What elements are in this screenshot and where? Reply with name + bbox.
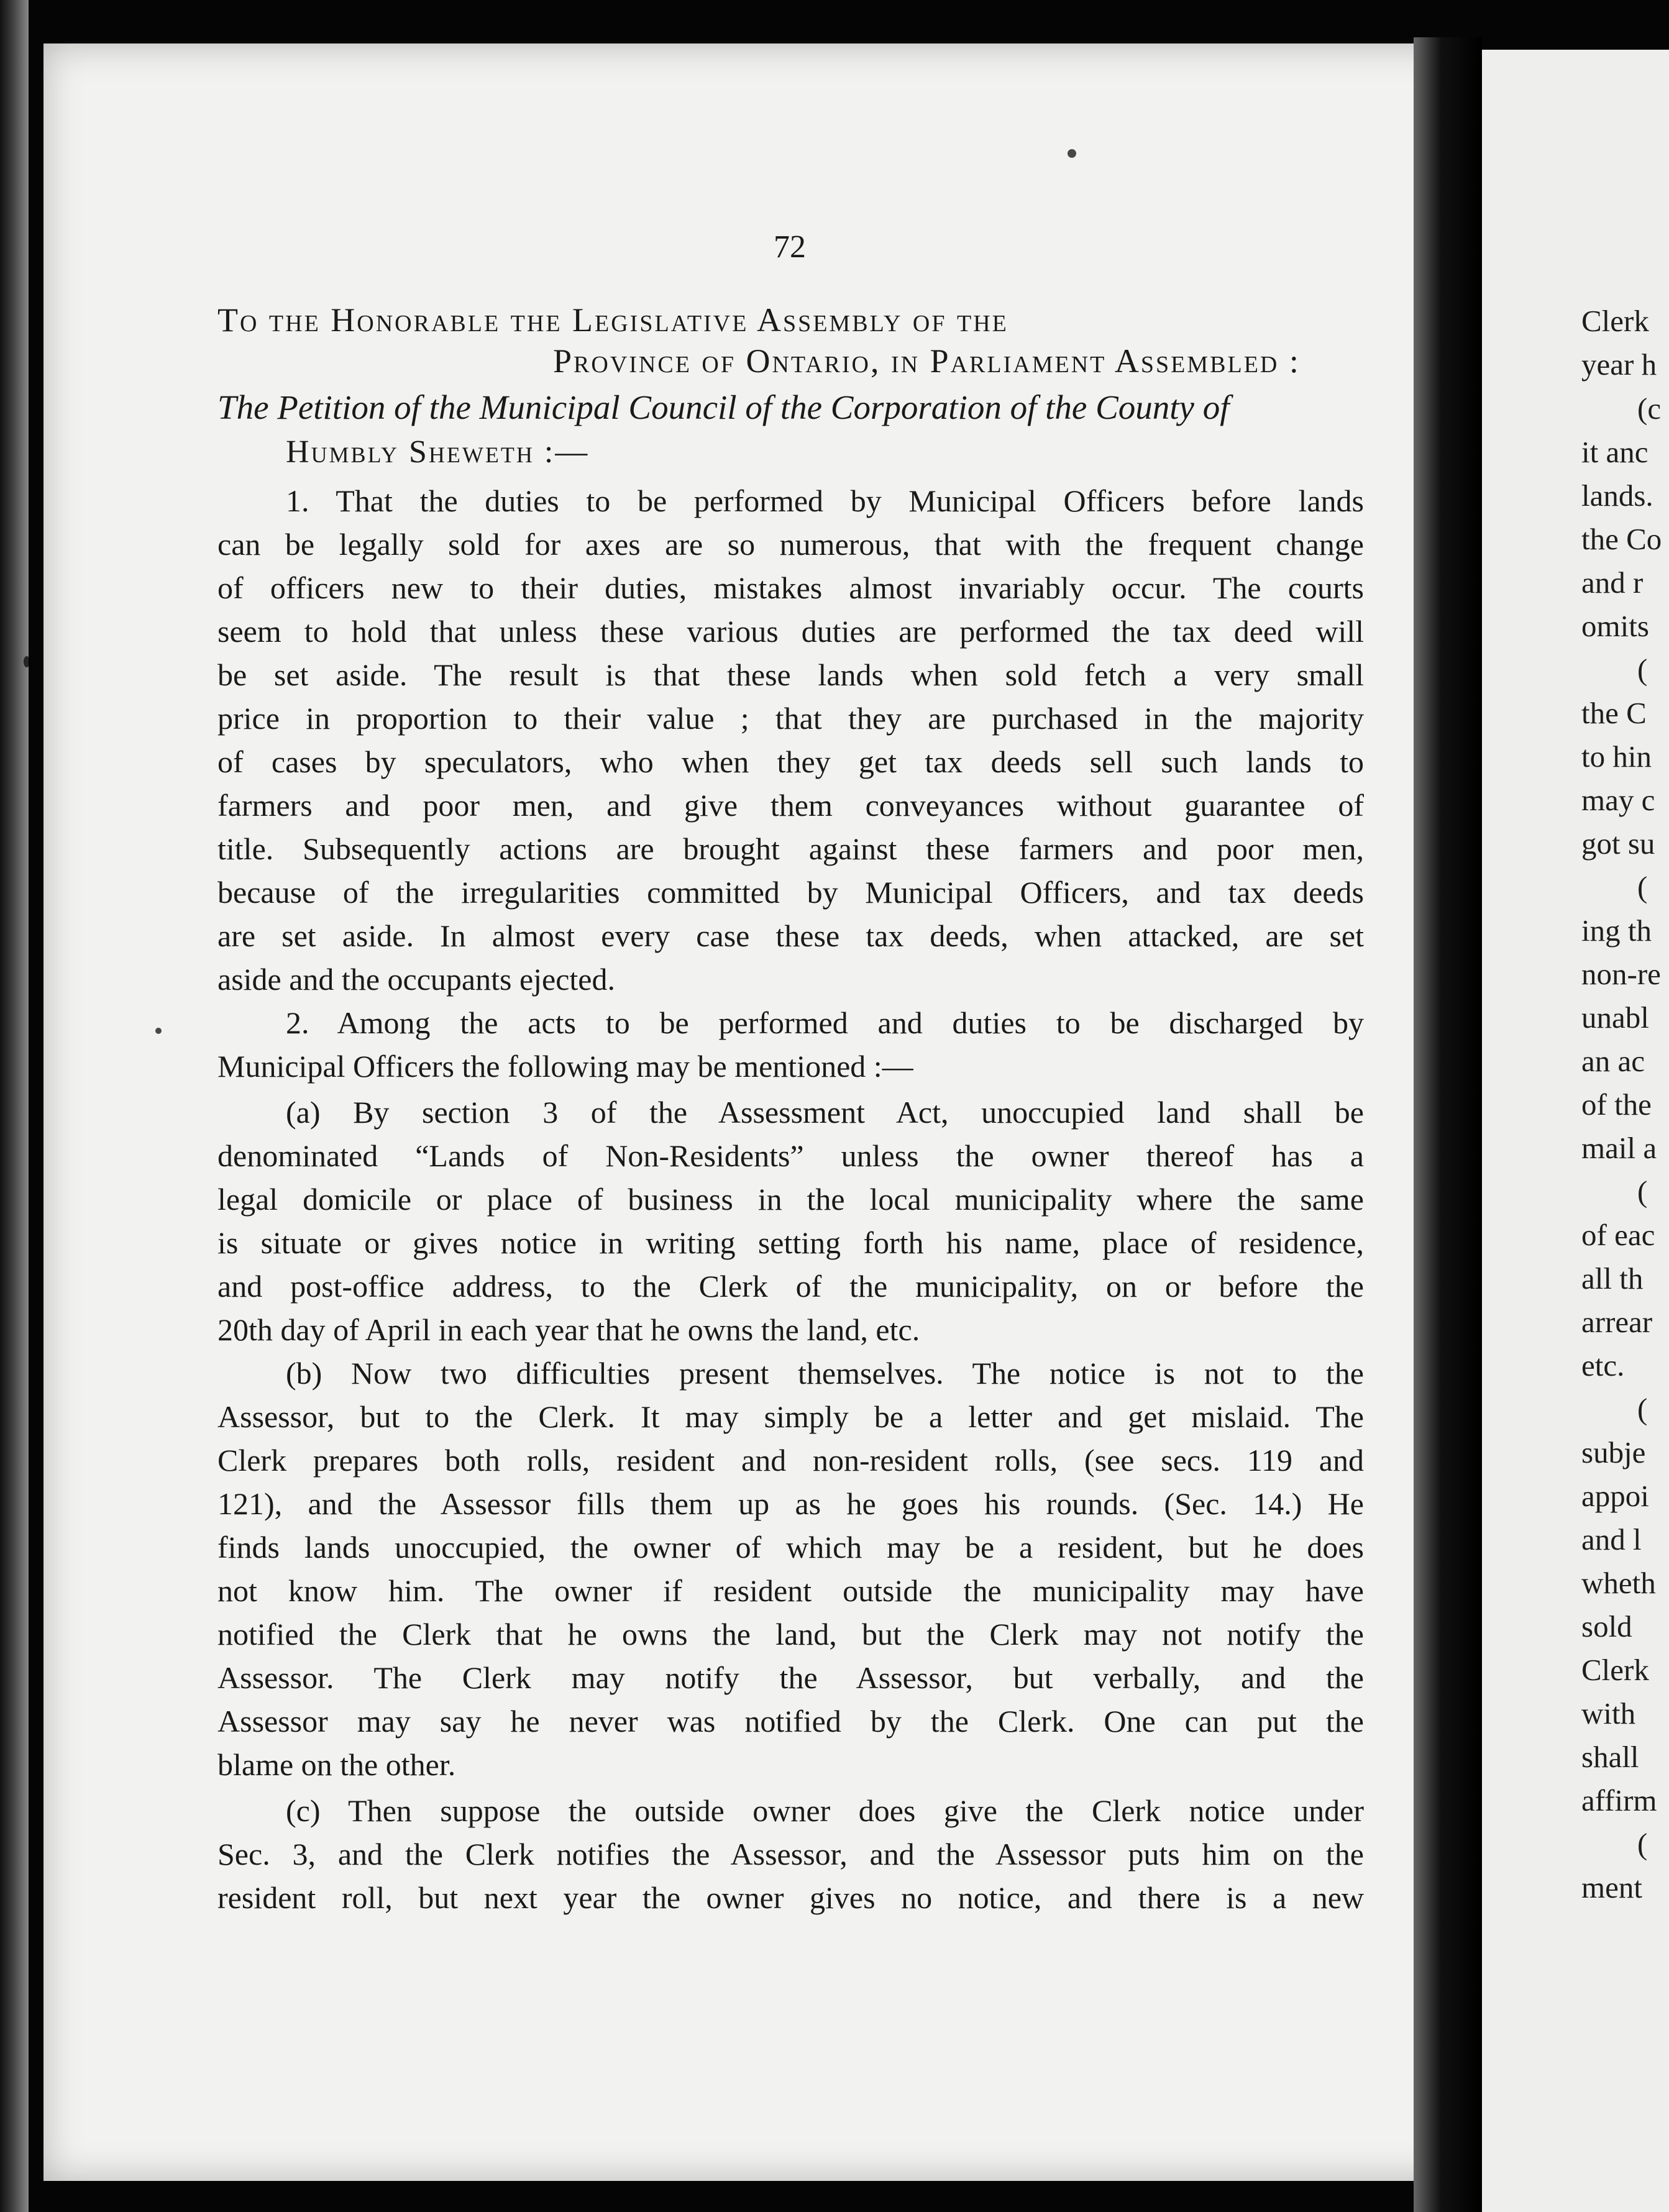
right-page-line: shall [1581,1740,1639,1774]
right-page-line: (c [1637,391,1662,426]
ink-speck [1068,149,1076,158]
body-line: because of the irregularities committed by Municipal Officers, and tax deeds [217,875,1364,910]
left-binding-edge [0,0,29,2212]
body-line: (c) Then suppose the outside owner does give the Clerk notice under [286,1793,1364,1828]
petition-title: The Petition of the Municipal Council of the Corporation of the County of [217,388,1230,426]
right-page-line: ( [1637,1827,1648,1861]
right-page-line: Clerk [1581,1653,1649,1687]
ink-speck [155,1028,162,1034]
right-page-line: with [1581,1696,1636,1730]
right-page-line: ( [1637,870,1648,904]
body-line: Clerk prepares both rolls, resident and non-resident rolls, (see secs. 119 and [217,1443,1364,1478]
right-page-line: of the [1581,1087,1652,1122]
body-line: of officers new to their duties, mistakes almost invariably occur. The courts [217,570,1364,605]
body-line: aside and the occupants ejected. [217,962,615,997]
right-page-line: appoi [1581,1479,1649,1513]
body-line: Assessor. The Clerk may notify the Assessor, but verbally, and the [217,1660,1364,1695]
body-line: resident roll, but next year the owner gives no notice, and there is a new [217,1880,1364,1915]
body-line: be set aside. The result is that these lands when sold fetch a very small [217,657,1364,692]
body-line: Sec. 3, and the Clerk notifies the Assessor, and the Assessor puts him on the [217,1837,1364,1872]
body-line: price in proportion to their value ; that they are purchased in the majority [217,701,1364,736]
right-page-line: Clerk [1581,304,1649,338]
body-line: 121), and the Assessor fills them up as he goes his rounds. (Sec. 14.) He [217,1486,1364,1521]
right-page-line: ing th [1581,913,1652,948]
right-page-line: and l [1581,1522,1642,1556]
body-line: farmers and poor men, and give them conveyances without guarantee of [217,788,1364,823]
right-page-line: an ac [1581,1044,1645,1078]
right-page-line: omits [1581,609,1649,643]
right-page-line: of eac [1581,1218,1655,1252]
right-page-fragment [1482,50,1669,2212]
body-line: of cases by speculators, who when they get tax deeds sell such lands to [217,744,1364,779]
right-page-line: to hin [1581,739,1652,774]
body-line: seem to hold that unless these various duties are performed the tax deed will [217,614,1364,649]
right-page-line: the C [1581,696,1647,730]
body-line: blame on the other. [217,1747,456,1782]
right-page-line: may c [1581,783,1655,817]
body-line: 20th day of April in each year that he owns the land, etc. [217,1312,920,1347]
petition-address-line-2: Province of Ontario, in Parliament Assembled : [553,342,1301,380]
right-page-line: mail a [1581,1131,1657,1165]
right-page-line: etc. [1581,1348,1625,1382]
body-line: are set aside. In almost every case these tax deeds, when attacked, are set [217,918,1364,953]
body-line: 1. That the duties to be performed by Municipal Officers before lands [286,483,1364,518]
right-page-line: ( [1637,652,1648,687]
right-page-line: it anc [1581,435,1648,469]
right-page-line: wheth [1581,1566,1656,1600]
right-page-line: got su [1581,826,1655,861]
humbly-sheweth: Humbly Sheweth :— [286,434,590,470]
book-gutter [1414,37,1482,2212]
right-page-line: year h [1581,347,1657,382]
right-page-line: ment [1581,1870,1642,1904]
body-line: finds lands unoccupied, the owner of which may be a resident, but he does [217,1530,1364,1565]
body-line: 2. Among the acts to be performed and duties to be discharged by [286,1005,1364,1040]
body-line: title. Subsequently actions are brought against these farmers and poor men, [217,831,1364,866]
body-line: Municipal Officers the following may be mentioned :— [217,1049,913,1084]
right-page-line: subje [1581,1435,1646,1469]
right-page-line: ( [1637,1174,1648,1209]
body-line: denominated “Lands of Non-Residents” unless the owner thereof has a [217,1138,1364,1173]
body-line: is situate or gives notice in writing setting forth his name, place of residence, [217,1225,1364,1260]
ink-speck [24,656,30,667]
body-line: (b) Now two difficulties present themselves. The notice is not to the [286,1356,1364,1391]
body-line: Assessor, but to the Clerk. It may simply be a letter and get mislaid. The [217,1399,1364,1434]
body-line: Assessor may say he never was notified by the Clerk. One can put the [217,1704,1364,1739]
petition-address-line-1: To the Honorable the Legislative Assembly of the [217,301,1008,339]
body-line: can be legally sold for axes are so numerous, that with the frequent change [217,527,1364,562]
right-page-line: all th [1581,1261,1644,1296]
right-page-line: sold [1581,1609,1632,1643]
right-page-line: unabl [1581,1000,1649,1035]
body-line: (a) By section 3 of the Assessment Act, unoccupied land shall be [286,1095,1364,1130]
right-page-line: and r [1581,565,1644,600]
right-page-line: the Co [1581,522,1662,556]
right-page-line: ( [1637,1392,1648,1426]
right-page-line: affirm [1581,1783,1657,1817]
body-line: notified the Clerk that he owns the land, but the Clerk may not notify the [217,1617,1364,1652]
body-line: legal domicile or place of business in the local municipality where the same [217,1182,1364,1217]
page-number: 72 [774,229,806,265]
right-page-line: arrear [1581,1305,1653,1339]
body-line: and post-office address, to the Clerk of the municipality, on or before the [217,1269,1364,1304]
right-page-line: non-re [1581,957,1661,991]
right-page-line: lands. [1581,478,1653,513]
body-line: not know him. The owner if resident outside the municipality may have [217,1573,1364,1608]
